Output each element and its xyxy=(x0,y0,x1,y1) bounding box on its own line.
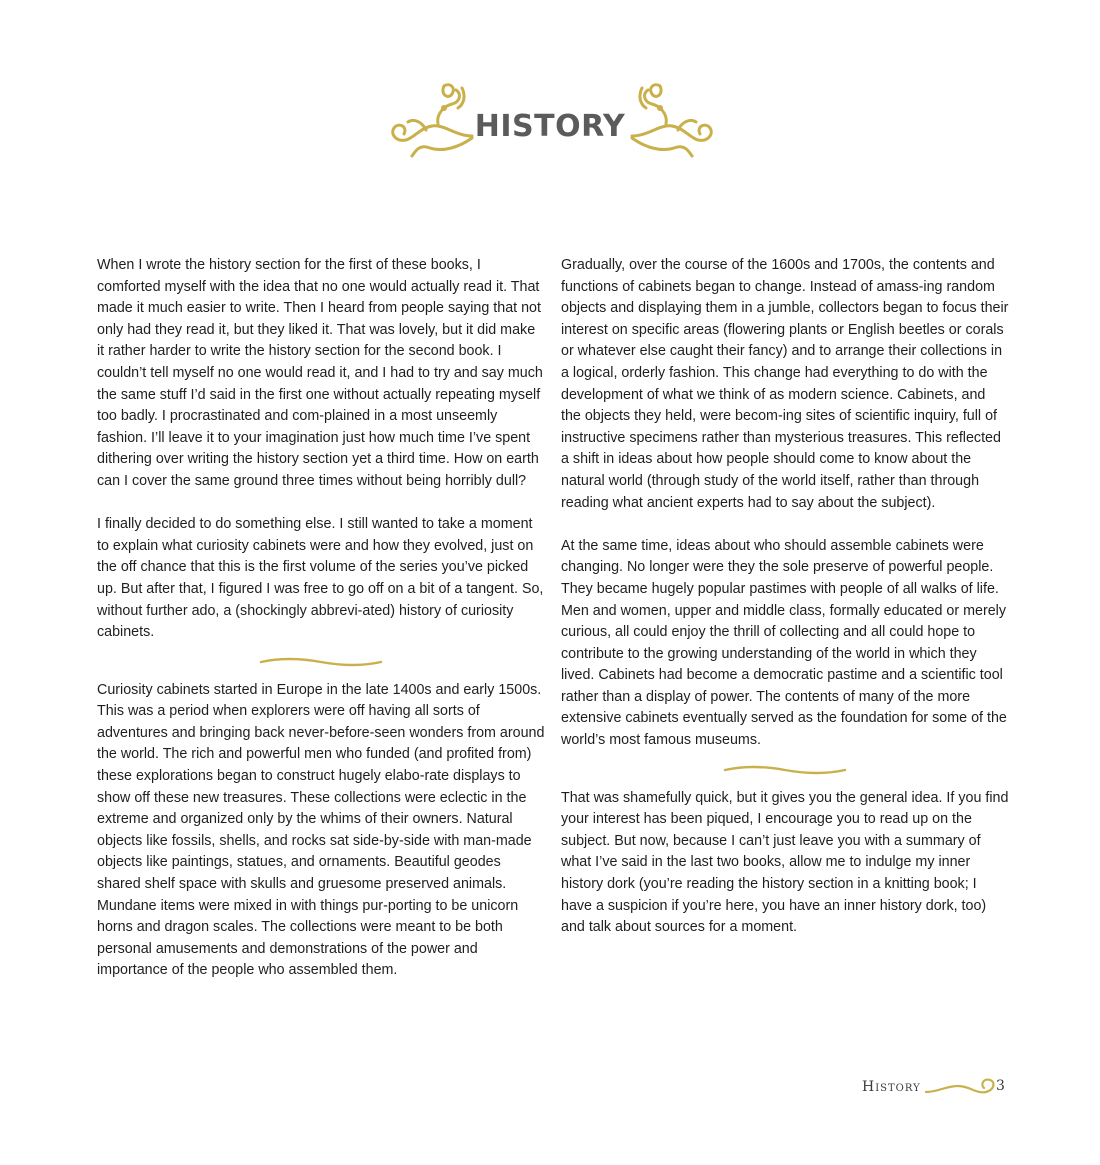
page-title: HISTORY xyxy=(474,109,626,144)
paragraph: I finally decided to do something else. I still wanted to take a moment to explain what curiosity cabinets were and how they evolved, just on the off chance that this is the first volume of the series you’ve picked up. But after that, I figured I was free to go off on a bit of a tangent. So, without further ado, a (shockingly abbrevi-ated) history of curiosity cabinets. xyxy=(97,516,544,641)
page-number: 3 xyxy=(996,1078,1005,1094)
paragraph: That was shamefully quick, but it gives you the general idea. If you find your interest has been piqued, I encourage you to read up on the subject. But now, because I can’t just leave you with a summary of what I’ve said in the last two books, allow me to indulge my inner history dork (you’re reading the history section in a knitting book; I have a suspicion if you’re here, you have an inner history dork, too) and talk about sources for a moment. xyxy=(561,789,1009,936)
swash-divider-icon xyxy=(723,765,847,775)
paragraph: Gradually, over the course of the 1600s and 1700s, the contents and functions of cabinets began to change. Instead of amass-ing random objects and displaying them in a jumble, collectors began to focus their interest on specific areas (flowering plants or English beetles or corals or whatever else caught their fancy) and to arrange their collections in a logical, orderly fashion. This change had everything to do with the development of what we think of as modern science. Cabinets, and the objects they held, were becom-ing sites of scientific inquiry, full of instructive specimens rather than mysterious treasures. This reflected a shift in ideas about how people should come to know about the natural world (through study of the world itself, rather than through reading what ancient experts had to say about the subject). xyxy=(561,257,1009,511)
paragraph: When I wrote the history section for the first of these books, I comforted myself with the idea that no one would actually read it. That made it much easier to write. Then I heard from people saying that not only had they read it, but they liked it. That was lovely, but it did make it rather harder to write the history section for the second book. I couldn’t tell myself no one would read it, and I had to try and say much the same stuff I’d said in the first one without actually repeating myself too badly. I procrastinated and com-plained in a most unseemly fashion. I’ll leave it to your imagination just how much time I’ve spent dithering over writing the history section yet a third time. How on earth can I cover the same ground three times without being horribly dull? xyxy=(97,257,543,489)
footer-section-label: History xyxy=(862,1079,921,1095)
swash-divider-icon xyxy=(259,657,383,667)
page-header xyxy=(0,78,1100,178)
paragraph: Curiosity cabinets started in Europe in the late 1400s and early 1500s. This was a period when explorers were off having all sorts of adventures and bringing back never-before-seen wonders from around the world. The rich and powerful men who funded (and profited from) these explorations began to construct hugely elabo-rate displays to show off these new treasures. These collections were eclectic in the extreme and organized only by the whims of their owners. Natural objects like fossils, shells, and rocks sat side-by-side with man-made objects like paintings, statues, and ornaments. Beautiful geodes shared shelf space with skulls and gruesome preserved animals. Mundane items were mixed in with things pur-porting to be unicorn horns and dragon scales. The collections were meant to be both personal amusements and demonstrations of the power and importance of the people who assembled them. xyxy=(97,681,545,979)
right-flourish-ornament-icon xyxy=(618,78,718,168)
left-text-column xyxy=(97,255,545,1004)
page-footer xyxy=(830,1072,1030,1102)
right-text-column xyxy=(561,255,1009,960)
paragraph: At the same time, ideas about who should assemble cabinets were changing. No longer were they the sole preserve of powerful people. They became hugely popular pastimes with people of all walks of life. Men and women, upper and middle class, formally educated or merely curious, all could enjoy the thrill of collecting and all could hope to contribute to the growing understanding of the world in which they lived. Cabinets had become a democratic pastime and a scientific tool rather than a display of power. The contents of many of the more extensive cabinets eventually served as the foundation for some of the world’s most famous museums. xyxy=(561,537,1007,749)
footer-swash-icon xyxy=(924,1076,998,1098)
